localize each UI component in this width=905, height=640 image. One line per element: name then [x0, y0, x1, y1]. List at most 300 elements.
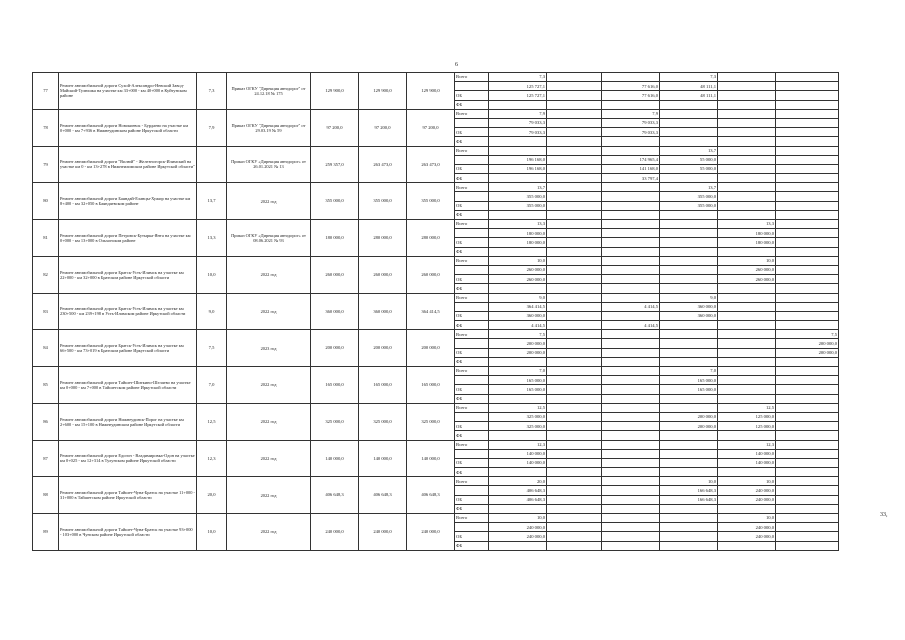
value-cell: [602, 192, 660, 201]
value-cell: [602, 532, 660, 541]
value-cell: [718, 302, 776, 311]
value-cell: [602, 311, 660, 320]
value-cell: [660, 220, 718, 229]
value-cell: [776, 367, 839, 376]
value-cell: 240 000,0: [718, 532, 776, 541]
value-cell: [547, 100, 602, 109]
value-cell: [660, 339, 718, 348]
value-cell: [547, 311, 602, 320]
estimated-cost: 325 000,0: [311, 403, 359, 440]
funding-source: ФБ: [455, 431, 489, 440]
value-cell: [660, 523, 718, 532]
value-cell: 180 000,0: [718, 238, 776, 247]
estimated-cost: 200 000,0: [311, 330, 359, 367]
value-cell: [547, 321, 602, 330]
value-cell: 180 000,0: [489, 238, 547, 247]
value-cell: [776, 183, 839, 192]
value-cell: 200 000,0: [776, 348, 839, 357]
value-cell: 20,0: [489, 477, 547, 486]
basis-document: 2022 год: [227, 183, 311, 220]
value-cell: [547, 265, 602, 274]
value-cell: [602, 256, 660, 265]
value-cell: [718, 330, 776, 339]
value-cell: 7,5: [489, 330, 547, 339]
value-cell: 260 000,0: [718, 265, 776, 274]
value-cell: 7,3: [660, 73, 718, 82]
estimated-cost: 140 000,0: [311, 440, 359, 477]
contract-cost: 263 473,0: [359, 146, 407, 183]
estimated-cost: 360 000,0: [311, 293, 359, 330]
value-cell: [660, 504, 718, 513]
value-cell: [489, 284, 547, 293]
value-cell: [776, 284, 839, 293]
table-row: [33, 256, 839, 265]
value-cell: [718, 357, 776, 366]
value-cell: [718, 431, 776, 440]
funding-source: ФБ: [455, 137, 489, 146]
value-cell: [776, 146, 839, 155]
total-cost: 140 000,0: [407, 440, 455, 477]
value-cell: 165 000,0: [489, 376, 547, 385]
value-cell: 79 033,3: [489, 118, 547, 127]
value-cell: [489, 137, 547, 146]
funding-source: ОБ: [455, 348, 489, 357]
funding-source: [455, 523, 489, 532]
value-cell: [776, 486, 839, 495]
value-cell: [602, 339, 660, 348]
value-cell: [602, 431, 660, 440]
value-cell: 55 000,0: [660, 155, 718, 164]
value-cell: [547, 210, 602, 219]
value-cell: 79 033,3: [602, 128, 660, 137]
value-cell: [718, 385, 776, 394]
value-cell: [660, 403, 718, 412]
object-name: Ремонт автомобильной дороги Братск-Усть-Илимск на участке км 230+500 - км 239+198 в Усть-Илимском районе Иркутской области: [59, 293, 197, 330]
value-cell: [602, 514, 660, 523]
length-km: 12,3: [197, 440, 227, 477]
value-cell: [776, 394, 839, 403]
value-cell: [718, 82, 776, 91]
value-cell: [776, 514, 839, 523]
object-name: Ремонт автомобильной дороги Едогон - Владимировка-Одон на участке км 0+025 - км 12+314 в Тулунском районе Иркутской области: [59, 440, 197, 477]
length-km: 10,0: [197, 514, 227, 551]
value-cell: 260 000,0: [489, 265, 547, 274]
funding-source: ОБ: [455, 201, 489, 210]
value-cell: [602, 146, 660, 155]
value-cell: [660, 431, 718, 440]
length-km: 13,3: [197, 220, 227, 257]
value-cell: [547, 440, 602, 449]
funding-source: [455, 82, 489, 91]
estimated-cost: 180 000,0: [311, 220, 359, 257]
contract-cost: 240 000,0: [359, 514, 407, 551]
value-cell: [718, 201, 776, 210]
value-cell: 13,3: [489, 220, 547, 229]
value-cell: [547, 532, 602, 541]
value-cell: [602, 247, 660, 256]
value-cell: [718, 146, 776, 155]
value-cell: [602, 385, 660, 394]
value-cell: [547, 330, 602, 339]
value-cell: [776, 321, 839, 330]
value-cell: [776, 174, 839, 183]
value-cell: 355 000,0: [660, 201, 718, 210]
length-km: 7,5: [197, 330, 227, 367]
value-cell: [718, 109, 776, 118]
value-cell: [718, 541, 776, 550]
value-cell: [776, 523, 839, 532]
value-cell: [602, 495, 660, 504]
total-cost: 129 900,0: [407, 73, 455, 110]
estimated-cost: 406 648,3: [311, 477, 359, 514]
value-cell: 7,0: [489, 367, 547, 376]
estimated-cost: 129 900,0: [311, 73, 359, 110]
value-cell: [660, 100, 718, 109]
value-cell: [776, 265, 839, 274]
value-cell: [776, 229, 839, 238]
value-cell: 180 000,0: [489, 229, 547, 238]
value-cell: 325 000,0: [489, 422, 547, 431]
value-cell: [547, 422, 602, 431]
row-number: 79: [33, 146, 59, 183]
value-cell: [547, 128, 602, 137]
value-cell: [547, 91, 602, 100]
value-cell: 174 965,4: [602, 155, 660, 164]
value-cell: [547, 82, 602, 91]
value-cell: [660, 348, 718, 357]
value-cell: [547, 486, 602, 495]
funding-source: [455, 118, 489, 127]
value-cell: [660, 541, 718, 550]
basis-document: Приказ ОГКУ "Дирекция автодорог" от 24.12.18 № 175: [227, 73, 311, 110]
funding-source: ОБ: [455, 422, 489, 431]
value-cell: [602, 73, 660, 82]
value-cell: [718, 174, 776, 183]
value-cell: [547, 220, 602, 229]
value-cell: 10,0: [660, 477, 718, 486]
total-cost: 263 473,0: [407, 146, 455, 183]
funding-source: ОБ: [455, 128, 489, 137]
value-cell: [776, 82, 839, 91]
estimated-cost: 165 000,0: [311, 367, 359, 404]
value-cell: [547, 403, 602, 412]
value-cell: [776, 422, 839, 431]
value-cell: 140 000,0: [718, 458, 776, 467]
value-cell: [776, 100, 839, 109]
total-cost: 97 200,0: [407, 109, 455, 146]
value-cell: [660, 174, 718, 183]
value-cell: [660, 330, 718, 339]
object-name: Ремонт автомобильной дороги Новокиевск - Бурдаево на участке км 0+000 - км 7+936 в Нижнеудинском районе Иркутской области: [59, 109, 197, 146]
value-cell: [660, 275, 718, 284]
value-cell: [718, 247, 776, 256]
contract-cost: 355 000,0: [359, 183, 407, 220]
value-cell: [602, 293, 660, 302]
funding-source: [455, 412, 489, 421]
value-cell: [547, 449, 602, 458]
value-cell: [776, 220, 839, 229]
value-cell: 200 000,0: [660, 422, 718, 431]
total-cost: 165 000,0: [407, 367, 455, 404]
value-cell: [776, 302, 839, 311]
object-name: Ремонт автомобильной дороги Нижнеудинск-Порог на участке км 2+600 - км 15+100 в Нижнеудинском районе Иркутской области: [59, 403, 197, 440]
value-cell: 33 797,4: [602, 174, 660, 183]
value-cell: 360 000,0: [660, 302, 718, 311]
value-cell: 13,7: [489, 183, 547, 192]
row-number: 80: [33, 183, 59, 220]
value-cell: [660, 128, 718, 137]
value-cell: [776, 311, 839, 320]
value-cell: 125 727,1: [489, 82, 547, 91]
value-cell: [776, 403, 839, 412]
estimated-cost: 240 000,0: [311, 514, 359, 551]
value-cell: [602, 440, 660, 449]
value-cell: [718, 192, 776, 201]
value-cell: [547, 541, 602, 550]
value-cell: [718, 118, 776, 127]
value-cell: [547, 183, 602, 192]
value-cell: [602, 449, 660, 458]
funding-source: ОБ: [455, 532, 489, 541]
value-cell: [718, 210, 776, 219]
funding-source: ФБ: [455, 210, 489, 219]
total-cost: 364 414,5: [407, 293, 455, 330]
value-cell: [718, 100, 776, 109]
value-cell: [660, 229, 718, 238]
value-cell: [602, 477, 660, 486]
value-cell: [718, 155, 776, 164]
estimated-cost: 97 200,0: [311, 109, 359, 146]
value-cell: 200 000,0: [489, 339, 547, 348]
table-row: [33, 330, 839, 339]
value-cell: 7,9: [602, 109, 660, 118]
row-number: 82: [33, 256, 59, 293]
value-cell: 355 000,0: [660, 192, 718, 201]
value-cell: [718, 321, 776, 330]
value-cell: [718, 284, 776, 293]
value-cell: [489, 431, 547, 440]
basis-document: 2022 год: [227, 293, 311, 330]
value-cell: 360 000,0: [660, 311, 718, 320]
value-cell: 4 414,5: [489, 321, 547, 330]
length-km: 20,0: [197, 477, 227, 514]
value-cell: [718, 348, 776, 357]
basis-document: 2022 год: [227, 477, 311, 514]
value-cell: [489, 357, 547, 366]
contract-cost: 129 900,0: [359, 73, 407, 110]
value-cell: [660, 357, 718, 366]
value-cell: [660, 440, 718, 449]
table-row: [33, 146, 839, 155]
funding-source: ФБ: [455, 357, 489, 366]
table-row: [33, 477, 839, 486]
funding-source: Всего: [455, 403, 489, 412]
value-cell: [602, 458, 660, 467]
value-cell: [776, 201, 839, 210]
value-cell: [547, 468, 602, 477]
value-cell: [602, 137, 660, 146]
value-cell: [660, 265, 718, 274]
value-cell: [718, 376, 776, 385]
value-cell: [660, 321, 718, 330]
value-cell: [602, 284, 660, 293]
value-cell: 12,5: [489, 403, 547, 412]
funding-source: ОБ: [455, 311, 489, 320]
value-cell: 13,7: [660, 146, 718, 155]
value-cell: 77 616,0: [602, 82, 660, 91]
value-cell: [489, 174, 547, 183]
length-km: [197, 146, 227, 183]
value-cell: 200 000,0: [660, 412, 718, 421]
value-cell: [718, 468, 776, 477]
contract-cost: 200 000,0: [359, 330, 407, 367]
value-cell: [489, 100, 547, 109]
funding-source: Всего: [455, 73, 489, 82]
funding-source: ФБ: [455, 504, 489, 513]
value-cell: [602, 330, 660, 339]
object-name: Ремонт автомобильной дороги Петровск-Бутырка-Янта на участке км 0+000 - км 13+000 в Ольхонском районе: [59, 220, 197, 257]
total-cost: 406 648,3: [407, 477, 455, 514]
funding-source: ФБ: [455, 247, 489, 256]
value-cell: [776, 238, 839, 247]
value-cell: 79 033,3: [602, 118, 660, 127]
value-cell: [776, 293, 839, 302]
value-cell: 260 000,0: [718, 275, 776, 284]
value-cell: [547, 174, 602, 183]
estimated-cost: 260 000,0: [311, 256, 359, 293]
value-cell: [776, 137, 839, 146]
object-name: Ремонт автомобильной дороги Братск-Усть-Илимск на участке км 22+000 - км 32+000 в Братском районе Иркутской области: [59, 256, 197, 293]
object-name: Ремонт автомобильной дороги Сухой-Александро-Невский Завод-Майский-Тулюшка на участке км 33+000 - км 40+000 в Куйтунском районе: [59, 73, 197, 110]
value-cell: 196 168,0: [489, 164, 547, 173]
value-cell: [660, 210, 718, 219]
value-cell: 355 000,0: [489, 192, 547, 201]
value-cell: 355 000,0: [489, 201, 547, 210]
value-cell: 360 000,0: [489, 311, 547, 320]
contract-cost: 260 000,0: [359, 256, 407, 293]
page-number: 6: [455, 62, 458, 68]
length-km: 10,0: [197, 256, 227, 293]
basis-document: 2022 год: [227, 367, 311, 404]
value-cell: [660, 284, 718, 293]
value-cell: [660, 247, 718, 256]
value-cell: [776, 495, 839, 504]
value-cell: 12,3: [489, 440, 547, 449]
value-cell: 240 000,0: [718, 495, 776, 504]
value-cell: [547, 376, 602, 385]
funding-source: ОБ: [455, 91, 489, 100]
value-cell: [489, 247, 547, 256]
value-cell: 260 000,0: [489, 275, 547, 284]
funding-source: Всего: [455, 109, 489, 118]
value-cell: [602, 468, 660, 477]
funding-source: Всего: [455, 220, 489, 229]
value-cell: 125 727,1: [489, 91, 547, 100]
value-cell: [602, 504, 660, 513]
corner-mark: 33,: [880, 512, 888, 518]
value-cell: [718, 128, 776, 137]
value-cell: [602, 412, 660, 421]
value-cell: 9,0: [660, 293, 718, 302]
row-number: 88: [33, 477, 59, 514]
value-cell: 406 648,3: [489, 486, 547, 495]
value-cell: [660, 468, 718, 477]
value-cell: 13,7: [660, 183, 718, 192]
value-cell: 10,0: [718, 477, 776, 486]
value-cell: [776, 247, 839, 256]
value-cell: 10,0: [718, 514, 776, 523]
value-cell: 125 000,0: [718, 422, 776, 431]
funding-source: [455, 449, 489, 458]
funding-source: [455, 302, 489, 311]
value-cell: [547, 431, 602, 440]
value-cell: [776, 440, 839, 449]
value-cell: [489, 146, 547, 155]
value-cell: [547, 73, 602, 82]
row-number: 85: [33, 367, 59, 404]
value-cell: [718, 293, 776, 302]
value-cell: 165 000,0: [660, 376, 718, 385]
contract-cost: 165 000,0: [359, 367, 407, 404]
object-name: Ремонт автомобильной дороги Тайшет-Чуна-Братск на участке 93+000 - 103+000 в Чунском районе Иркутской области: [59, 514, 197, 551]
table-row: [33, 403, 839, 412]
value-cell: [660, 238, 718, 247]
table-row: [33, 183, 839, 192]
contract-cost: 140 000,0: [359, 440, 407, 477]
value-cell: 4 414,5: [602, 302, 660, 311]
value-cell: [602, 100, 660, 109]
value-cell: [718, 311, 776, 320]
value-cell: [776, 155, 839, 164]
value-cell: [547, 504, 602, 513]
value-cell: [718, 164, 776, 173]
value-cell: [776, 91, 839, 100]
value-cell: [602, 183, 660, 192]
object-name: Ремонт автомобильной дороги Тайшет-Чуна-Братск на участке 11+000 - 31+000 в Тайшетском районе Иркутской области: [59, 477, 197, 514]
basis-document: 2023 год: [227, 330, 311, 367]
value-cell: 166 648,3: [660, 495, 718, 504]
funding-source: [455, 486, 489, 495]
value-cell: [776, 449, 839, 458]
funding-source: Всего: [455, 183, 489, 192]
value-cell: [547, 256, 602, 265]
value-cell: [547, 367, 602, 376]
value-cell: [547, 118, 602, 127]
value-cell: 364 414,5: [489, 302, 547, 311]
funding-source: Всего: [455, 477, 489, 486]
value-cell: [602, 201, 660, 210]
value-cell: [718, 367, 776, 376]
value-cell: [776, 357, 839, 366]
table-row: [33, 220, 839, 229]
row-number: 89: [33, 514, 59, 551]
value-cell: 7,9: [489, 109, 547, 118]
value-cell: 10,0: [718, 256, 776, 265]
length-km: 9,0: [197, 293, 227, 330]
value-cell: [602, 275, 660, 284]
funding-source: ОБ: [455, 458, 489, 467]
value-cell: [547, 458, 602, 467]
value-cell: [547, 229, 602, 238]
value-cell: 140 000,0: [489, 458, 547, 467]
value-cell: [602, 376, 660, 385]
row-number: 86: [33, 403, 59, 440]
basis-document: Приказ ОГКУ "Дирекция автодорог" от 29.03.19 № 59: [227, 109, 311, 146]
value-cell: [547, 385, 602, 394]
table-row: [33, 514, 839, 523]
table-row: [33, 440, 839, 449]
funding-source: ФБ: [455, 174, 489, 183]
